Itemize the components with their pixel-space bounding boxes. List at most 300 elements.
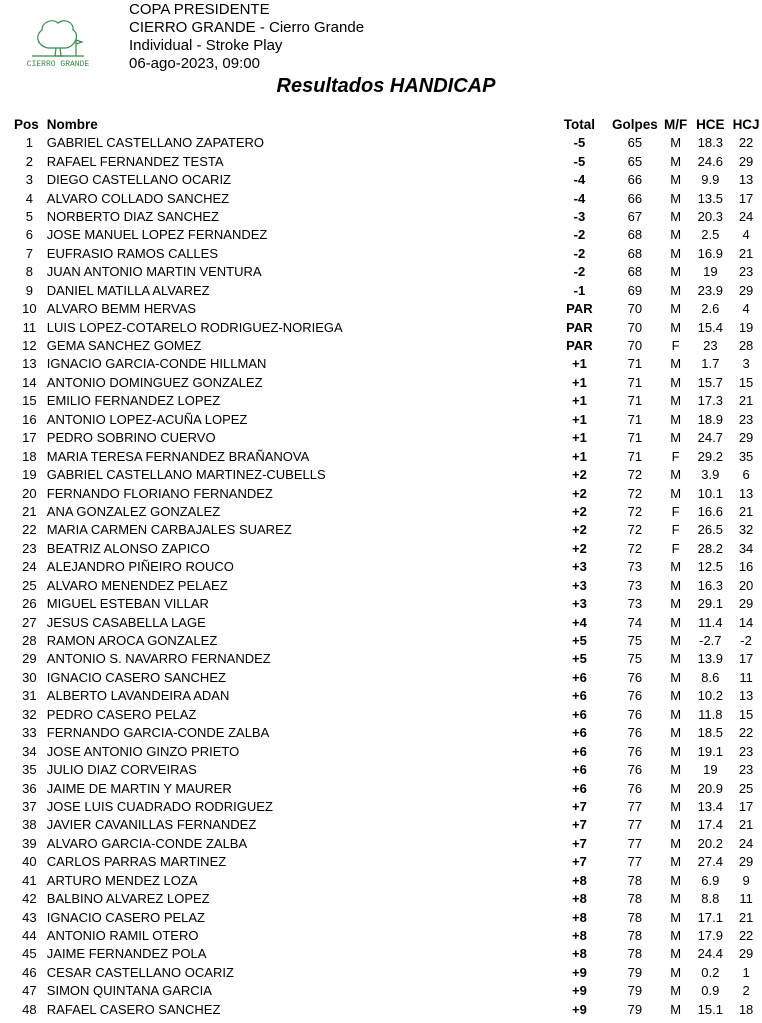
cell-hcj: 23	[738, 411, 754, 427]
cell-hce: 20.9	[697, 780, 723, 796]
cell-mf: M	[670, 577, 682, 593]
cell-golpes: 79	[627, 964, 643, 980]
table-row	[14, 540, 762, 558]
cell-hce: 15.4	[697, 319, 723, 335]
cell-hcj: 32	[738, 522, 754, 538]
cell-pos: 34	[22, 743, 37, 759]
cell-total: +1	[571, 411, 587, 427]
cell-golpes: 73	[627, 596, 643, 612]
cell-total: -4	[573, 172, 586, 188]
cell-pos: 33	[22, 725, 37, 741]
cell-hce: 6.9	[701, 872, 720, 888]
cell-pos: 28	[22, 633, 37, 649]
cell-mf: M	[670, 559, 682, 575]
cell-name: ANTONIO RAMIL OTERO	[46, 928, 199, 944]
cell-golpes: 74	[627, 614, 643, 630]
cell-name: JAIME FERNANDEZ POLA	[46, 946, 207, 962]
cell-hcj: 34	[738, 540, 754, 556]
cell-name: SIMON QUINTANA GARCIA	[46, 983, 212, 999]
cell-total: PAR	[566, 338, 593, 354]
cell-mf: M	[670, 928, 682, 944]
cell-hce: 24.7	[697, 430, 723, 446]
cell-golpes: 79	[627, 1001, 643, 1017]
table-row	[14, 927, 762, 945]
cell-name: JAIME DE MARTIN Y MAURER	[46, 780, 232, 796]
cell-name: GABRIEL CASTELLANO MARTINEZ-CUBELLS	[46, 467, 326, 483]
table-row	[14, 263, 762, 281]
table-header-row	[14, 116, 762, 134]
cell-name: LUIS LOPEZ-COTARELO RODRIGUEZ-NORIEGA	[46, 319, 343, 335]
cell-name: EMILIO FERNANDEZ LOPEZ	[46, 393, 221, 409]
cell-pos: 41	[22, 872, 37, 888]
cell-hcj: 21	[738, 817, 754, 833]
cell-total: +3	[571, 577, 587, 593]
table-row	[14, 706, 762, 724]
col-golpes: Golpes	[611, 117, 658, 132]
cell-mf: M	[670, 393, 682, 409]
cell-pos: 17	[22, 430, 37, 446]
table-row	[14, 355, 762, 373]
cell-total: -2	[573, 227, 586, 243]
cell-name: BALBINO ALVAREZ LOPEZ	[46, 891, 210, 907]
cell-hcj: 11	[739, 669, 753, 685]
cell-mf: F	[671, 338, 680, 354]
cell-hce: 16.3	[697, 577, 723, 593]
cell-name: JOSE MANUEL LOPEZ FERNANDEZ	[46, 227, 268, 243]
cell-hce: 11.8	[698, 706, 723, 722]
cell-golpes: 67	[627, 208, 643, 224]
cell-total: +6	[571, 725, 587, 741]
game-format: Individual - Stroke Play	[129, 37, 283, 54]
cell-golpes: 75	[627, 633, 643, 649]
cell-hce: 15.7	[697, 374, 723, 390]
cell-total: +1	[571, 430, 587, 446]
cell-pos: 25	[22, 577, 37, 593]
cell-mf: F	[671, 540, 680, 556]
cell-pos: 11	[22, 319, 37, 335]
cell-golpes: 72	[627, 522, 643, 538]
cell-total: +9	[571, 983, 587, 999]
cell-hcj: 1	[742, 964, 750, 980]
cell-hcj: 9	[742, 872, 750, 888]
cell-mf: M	[670, 909, 682, 925]
results-body	[14, 134, 762, 1019]
cell-hce: 20.3	[697, 208, 723, 224]
cell-golpes: 66	[627, 190, 643, 206]
cell-golpes: 76	[627, 780, 643, 796]
table-row	[14, 982, 762, 1000]
cell-pos: 1	[25, 135, 34, 151]
cell-pos: 19	[22, 467, 37, 483]
cell-total: PAR	[566, 319, 593, 335]
cell-mf: M	[670, 706, 682, 722]
cell-pos: 35	[22, 762, 37, 778]
tournament-name: COPA PRESIDENTE	[129, 1, 270, 18]
cell-hce: 13.4	[697, 798, 723, 814]
cell-hcj: -2	[740, 633, 752, 649]
cell-hce: 0.2	[701, 964, 720, 980]
cell-golpes: 76	[627, 725, 643, 741]
cell-golpes: 72	[627, 540, 643, 556]
cell-hce: 17.4	[697, 817, 723, 833]
cell-pos: 44	[22, 928, 37, 944]
cell-hce: 8.8	[701, 891, 720, 907]
cell-hce: 24.6	[697, 153, 723, 169]
cell-pos: 27	[22, 614, 37, 630]
cell-name: JOSE ANTONIO GINZO PRIETO	[46, 743, 240, 759]
logo-text: CIERRO GRANDE	[26, 60, 90, 69]
cell-name: DANIEL MATILLA ALVAREZ	[46, 282, 210, 298]
table-row	[14, 964, 762, 982]
cell-hcj: 15	[738, 374, 754, 390]
cell-golpes: 77	[627, 835, 643, 851]
cell-name: MARIA CARMEN CARBAJALES SUAREZ	[46, 522, 292, 538]
cell-hce: 20.2	[697, 835, 723, 851]
cell-mf: M	[670, 208, 682, 224]
cell-mf: M	[670, 1001, 682, 1017]
table-row	[14, 152, 762, 170]
cell-mf: M	[670, 872, 682, 888]
cell-hce: 2.6	[701, 301, 720, 317]
table-row	[14, 816, 762, 834]
cell-hce: 18.3	[697, 135, 723, 151]
cell-hce: 27.4	[697, 854, 723, 870]
cell-total: +6	[571, 669, 587, 685]
cell-mf: M	[670, 467, 682, 483]
cell-pos: 31	[22, 688, 37, 704]
cell-total: +2	[571, 522, 587, 538]
cell-name: JUAN ANTONIO MARTIN VENTURA	[46, 264, 262, 280]
cell-mf: M	[670, 651, 682, 667]
cell-hcj: 18	[738, 1001, 754, 1017]
cell-pos: 47	[22, 983, 37, 999]
cell-name: ALVARO MENENDEZ PELAEZ	[46, 577, 228, 593]
cell-pos: 5	[25, 208, 34, 224]
cell-name: FERNANDO GARCIA-CONDE ZALBA	[46, 725, 270, 741]
table-row	[14, 337, 762, 355]
cell-golpes: 77	[627, 854, 643, 870]
cell-mf: M	[670, 374, 682, 390]
cell-golpes: 69	[627, 282, 643, 298]
col-total: Total	[563, 117, 596, 132]
cell-golpes: 78	[627, 928, 643, 944]
results-table	[14, 116, 762, 1019]
cell-name: MIGUEL ESTEBAN VILLAR	[46, 596, 209, 612]
cell-mf: M	[670, 614, 682, 630]
cell-total: +1	[571, 393, 587, 409]
table-row	[14, 595, 762, 613]
cell-pos: 8	[25, 264, 34, 280]
cell-hcj: 21	[738, 909, 754, 925]
cell-hce: 23.9	[697, 282, 723, 298]
table-row	[14, 484, 762, 502]
cell-hcj: 4	[742, 227, 750, 243]
cell-mf: M	[670, 245, 682, 261]
cell-pos: 20	[22, 485, 37, 501]
cell-total: +2	[571, 467, 587, 483]
table-row	[14, 908, 762, 926]
cell-golpes: 78	[627, 946, 643, 962]
cell-golpes: 79	[627, 983, 643, 999]
cell-name: FERNANDO FLORIANO FERNANDEZ	[46, 485, 273, 501]
table-row	[14, 245, 762, 263]
cell-pos: 12	[22, 338, 37, 354]
cell-hce: 11.4	[698, 614, 723, 630]
table-row	[14, 318, 762, 336]
cell-hce: 8.6	[701, 669, 720, 685]
cell-golpes: 78	[627, 909, 643, 925]
cell-total: +7	[571, 835, 587, 851]
cell-total: +8	[571, 928, 587, 944]
cell-mf: M	[670, 780, 682, 796]
cell-pos: 46	[22, 964, 37, 980]
cell-total: +9	[571, 1001, 587, 1017]
cell-hcj: 22	[738, 928, 754, 944]
cell-hce: 13.5	[697, 190, 723, 206]
cell-mf: M	[670, 743, 682, 759]
cell-hcj: 29	[738, 153, 754, 169]
cell-hcj: 29	[738, 946, 754, 962]
cell-name: ANTONIO S. NAVARRO FERNANDEZ	[46, 651, 271, 667]
course-name: CIERRO GRANDE - Cierro Grande	[129, 19, 365, 36]
cell-name: ALEJANDRO PIÑEIRO ROUCO	[46, 559, 234, 575]
cell-name: ALBERTO LAVANDEIRA ADAN	[46, 688, 230, 704]
cell-hce: 17.1	[697, 909, 723, 925]
table-row	[14, 558, 762, 576]
table-row	[14, 632, 762, 650]
cell-pos: 39	[22, 835, 37, 851]
cell-mf: M	[670, 356, 682, 372]
cell-name: NORBERTO DIAZ SANCHEZ	[46, 208, 219, 224]
cell-hcj: 23	[738, 264, 754, 280]
cell-hce: 15.1	[697, 1001, 723, 1017]
table-row	[14, 208, 762, 226]
cell-golpes: 65	[627, 153, 643, 169]
cell-hcj: 21	[738, 245, 754, 261]
cell-total: -2	[573, 264, 586, 280]
cell-mf: M	[670, 854, 682, 870]
cell-pos: 21	[22, 503, 37, 519]
cell-hcj: 35	[738, 448, 754, 464]
cell-total: +7	[571, 854, 587, 870]
cell-total: +1	[571, 374, 587, 390]
cell-pos: 7	[25, 245, 34, 261]
cell-name: CESAR CASTELLANO OCARIZ	[46, 964, 234, 980]
table-row	[14, 742, 762, 760]
cell-hcj: 13	[738, 172, 754, 188]
cell-name: RAFAEL FERNANDEZ TESTA	[46, 153, 224, 169]
cell-hce: 10.1	[697, 485, 723, 501]
cell-total: +2	[571, 540, 587, 556]
cell-name: PEDRO CASERO PELAZ	[46, 706, 197, 722]
cell-name: ANTONIO LOPEZ-ACUÑA LOPEZ	[46, 411, 248, 427]
table-row	[14, 835, 762, 853]
cell-mf: M	[670, 964, 682, 980]
cell-name: JAVIER CAVANILLAS FERNANDEZ	[46, 817, 257, 833]
cell-total: -3	[573, 208, 586, 224]
col-name: Nombre	[46, 117, 98, 132]
page-title: Resultados HANDICAP	[276, 75, 496, 97]
cell-total: +2	[571, 485, 587, 501]
cell-mf: M	[670, 172, 682, 188]
cell-hcj: 17	[738, 190, 754, 206]
cell-hcj: 23	[738, 762, 754, 778]
cell-golpes: 78	[627, 891, 643, 907]
cell-pos: 29	[22, 651, 37, 667]
cell-hcj: 28	[738, 338, 754, 354]
cell-golpes: 76	[627, 762, 643, 778]
cell-total: +3	[571, 559, 587, 575]
cell-hce: 19	[703, 264, 718, 280]
cell-golpes: 78	[627, 872, 643, 888]
cell-name: GEMA SANCHEZ GOMEZ	[46, 338, 202, 354]
cell-total: +8	[571, 946, 587, 962]
cell-mf: M	[670, 725, 682, 741]
col-pos: Pos	[14, 117, 39, 132]
cell-total: +8	[571, 891, 587, 907]
cell-hcj: 23	[738, 743, 754, 759]
cell-name: RAMON AROCA GONZALEZ	[46, 633, 218, 649]
table-row	[14, 853, 762, 871]
cell-name: EUFRASIO RAMOS CALLES	[46, 245, 219, 261]
cell-golpes: 70	[627, 338, 643, 354]
cell-total: -1	[573, 282, 586, 298]
cell-name: IGNACIO GARCIA-CONDE HILLMAN	[46, 356, 267, 372]
table-row	[14, 650, 762, 668]
cell-hcj: 3	[742, 356, 750, 372]
cell-total: +6	[571, 743, 587, 759]
cell-mf: M	[670, 946, 682, 962]
cell-total: +8	[571, 909, 587, 925]
cell-total: +6	[571, 762, 587, 778]
cell-mf: M	[670, 669, 682, 685]
cell-golpes: 77	[627, 798, 643, 814]
cell-hce: 16.6	[697, 503, 723, 519]
cell-golpes: 66	[627, 172, 643, 188]
table-row	[14, 466, 762, 484]
cell-mf: M	[670, 264, 682, 280]
cell-hce: 24.4	[697, 946, 723, 962]
cell-total: +6	[571, 706, 587, 722]
col-mf: M/F	[664, 117, 688, 132]
cell-name: ALVARO GARCIA-CONDE ZALBA	[46, 835, 248, 851]
cell-hce: 0.9	[701, 983, 720, 999]
cell-hce: 26.5	[697, 522, 723, 538]
cell-name: JOSE LUIS CUADRADO RODRIGUEZ	[46, 798, 273, 814]
cell-mf: M	[670, 227, 682, 243]
cell-mf: M	[670, 485, 682, 501]
cell-golpes: 65	[627, 135, 643, 151]
cell-name: BEATRIZ ALONSO ZAPICO	[46, 540, 210, 556]
cell-name: PEDRO SOBRINO CUERVO	[46, 430, 216, 446]
cell-mf: M	[670, 983, 682, 999]
cell-hcj: 17	[738, 798, 754, 814]
cell-mf: M	[670, 633, 682, 649]
cell-hcj: 29	[738, 430, 754, 446]
cell-name: DIEGO CASTELLANO OCARIZ	[46, 172, 231, 188]
cell-total: -5	[573, 135, 586, 151]
cell-hcj: 17	[738, 651, 754, 667]
cell-pos: 24	[22, 559, 37, 575]
table-row	[14, 669, 762, 687]
table-row	[14, 872, 762, 890]
cell-golpes: 71	[627, 448, 643, 464]
cell-total: +9	[571, 964, 587, 980]
cell-name: ALVARO BEMM HERVAS	[46, 301, 197, 317]
cell-mf: F	[671, 448, 680, 464]
cell-hce: 29.1	[697, 596, 723, 612]
table-row	[14, 761, 762, 779]
cell-name: JULIO DIAZ CORVEIRAS	[46, 762, 197, 778]
cell-total: +5	[571, 633, 587, 649]
cell-mf: M	[670, 688, 682, 704]
table-row	[14, 189, 762, 207]
cell-mf: M	[670, 282, 682, 298]
cell-golpes: 72	[627, 485, 643, 501]
cell-golpes: 72	[627, 503, 643, 519]
cell-golpes: 68	[627, 227, 643, 243]
table-row	[14, 392, 762, 410]
cell-name: MARIA TERESA FERNANDEZ BRAÑANOVA	[46, 448, 310, 464]
table-row	[14, 374, 762, 392]
cell-hcj: 11	[739, 891, 753, 907]
table-row	[14, 447, 762, 465]
cell-mf: M	[670, 596, 682, 612]
cell-pos: 6	[25, 227, 34, 243]
cell-total: +6	[571, 780, 587, 796]
cell-hcj: 29	[738, 854, 754, 870]
cell-golpes: 76	[627, 688, 643, 704]
table-row	[14, 890, 762, 908]
cell-hcj: 29	[738, 282, 754, 298]
cell-name: CARLOS PARRAS MARTINEZ	[46, 854, 227, 870]
cell-hce: -2.7	[699, 633, 722, 649]
cell-golpes: 68	[627, 245, 643, 261]
cell-hce: 3.9	[701, 467, 720, 483]
cell-hcj: 2	[742, 983, 750, 999]
table-row	[14, 613, 762, 631]
cell-golpes: 73	[627, 577, 643, 593]
cell-total: +1	[571, 356, 587, 372]
cell-golpes: 75	[627, 651, 643, 667]
club-logo	[18, 10, 98, 70]
cell-hce: 18.5	[697, 725, 723, 741]
cell-hcj: 15	[738, 706, 754, 722]
cell-hce: 19	[703, 762, 718, 778]
table-row	[14, 687, 762, 705]
cell-hce: 17.3	[697, 393, 723, 409]
cell-total: +8	[571, 872, 587, 888]
cell-golpes: 76	[627, 669, 643, 685]
cell-hcj: 6	[742, 467, 750, 483]
cell-golpes: 71	[627, 411, 643, 427]
cell-golpes: 73	[627, 559, 643, 575]
cell-mf: M	[670, 319, 682, 335]
cell-mf: M	[670, 762, 682, 778]
cell-mf: M	[670, 411, 682, 427]
table-row	[14, 521, 762, 539]
table-row	[14, 411, 762, 429]
cell-golpes: 76	[627, 706, 643, 722]
cell-mf: M	[670, 301, 682, 317]
cell-pos: 18	[22, 448, 37, 464]
cell-mf: M	[670, 190, 682, 206]
table-row	[14, 226, 762, 244]
cell-pos: 22	[22, 522, 37, 538]
cell-name: GABRIEL CASTELLANO ZAPATERO	[46, 135, 265, 151]
cell-total: +1	[571, 448, 587, 464]
cell-pos: 13	[22, 356, 37, 372]
